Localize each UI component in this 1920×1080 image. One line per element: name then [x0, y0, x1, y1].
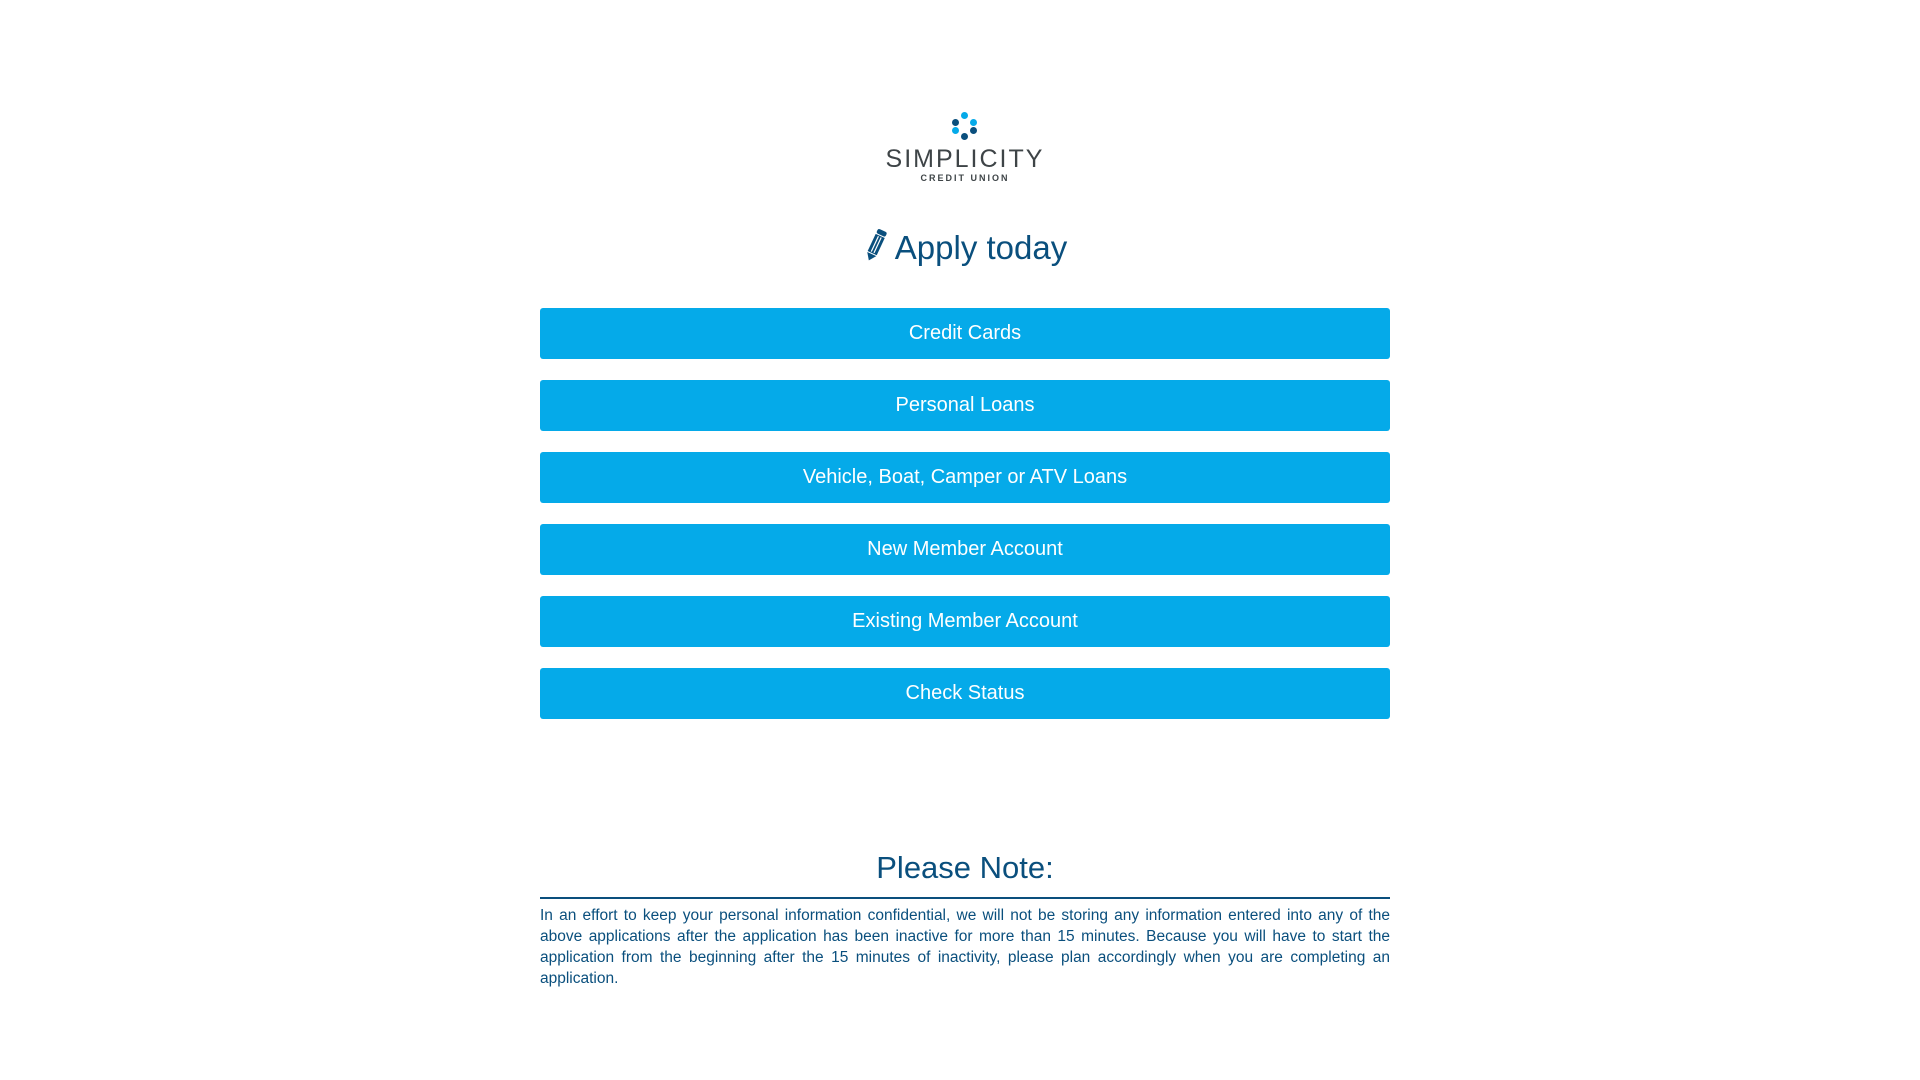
simplicity-logo[interactable] [875, 112, 1055, 184]
note-text: In an effort to keep your personal information confidential, we will not be storing any information entered into any of the above applications after the application has been inactive for more than 15 minutes. Because you will have to start the application from the beginning after the 15 minutes of inactivity, please plan accordingly when you are completing an application. [540, 907, 1390, 987]
logo-subtitle: CREDIT UNION [920, 173, 1010, 183]
page-heading [540, 226, 1390, 270]
pencil-icon [863, 227, 889, 263]
note-divider [540, 897, 1390, 899]
logo-dots-icon [952, 112, 978, 140]
vehicle-loans-button[interactable]: Vehicle, Boat, Camper or ATV Loans [540, 452, 1390, 503]
existing-member-account-button[interactable]: Existing Member Account [540, 596, 1390, 647]
check-status-button[interactable]: Check Status [540, 668, 1390, 719]
note-title: Please Note: [876, 850, 1054, 885]
page-title: Apply today [894, 229, 1068, 266]
personal-loans-button[interactable]: Personal Loans [540, 380, 1390, 431]
credit-cards-button[interactable]: Credit Cards [540, 308, 1390, 359]
new-member-account-button[interactable]: New Member Account [540, 524, 1390, 575]
logo-wordmark: SIMPLICITY [885, 145, 1045, 173]
